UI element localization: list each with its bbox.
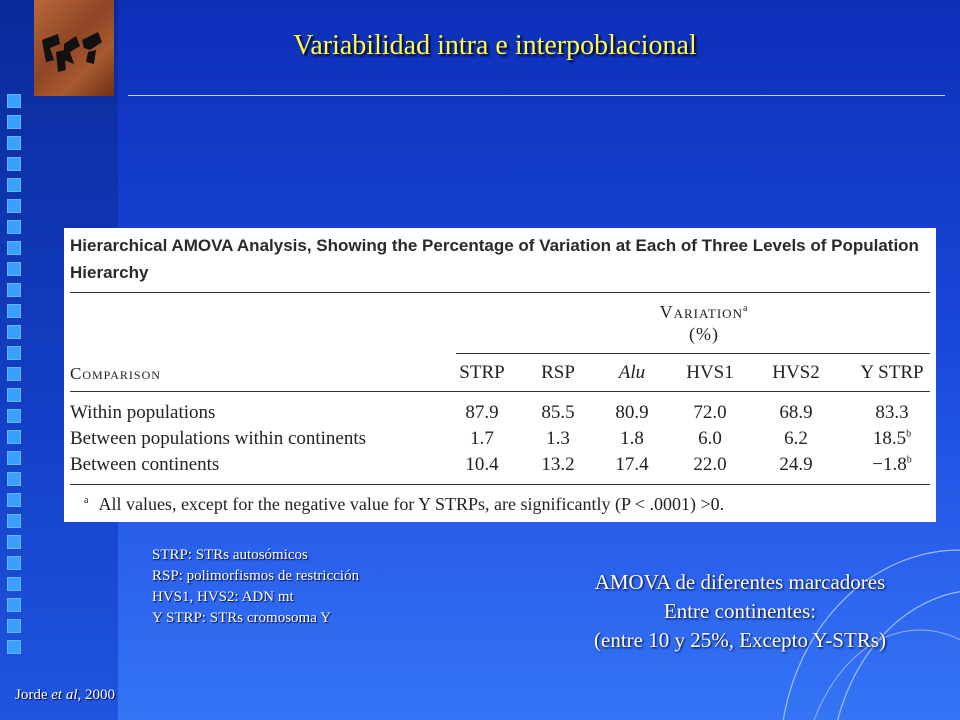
table-cell: 1.3 [546,428,570,449]
table-cell: 87.9 [465,402,499,423]
table-cell: 83.3 [875,402,909,423]
variation-label: Variation [659,302,743,322]
summary-line: AMOVA de diferentes marcadores [594,570,886,594]
table-cell: 6.0 [698,428,722,449]
decorative-squares [7,94,23,661]
table-bottom-rule [70,484,930,485]
col-header-strp: STRP [459,362,505,383]
summary-text [540,568,940,655]
table-cell: 85.5 [541,402,575,423]
header-rule [70,391,930,392]
variation-header [604,298,804,345]
table-cell: 68.9 [779,402,813,423]
slide-title: Variabilidad intra e interpoblacional [293,30,697,61]
col-header-rsp: RSP [541,362,575,383]
row-label: Within populations [70,402,216,423]
col-header-alu: Alu [618,362,646,383]
table-cell: 17.4 [615,454,649,475]
table-title: Hierarchical AMOVA Analysis, Showing the Percentage of Variation at Each of Three Levels of Population Hierarchy [70,236,919,282]
title-divider [128,95,945,96]
table-cell: 13.2 [541,454,575,475]
footnote-text: All values, except for the negative value for Y STRPs, are significantly (P < .0001) >0. [98,494,725,514]
variation-rule [456,353,930,354]
amova-table [64,228,936,522]
table-cell: 10.4 [465,454,499,475]
legend-item: RSP: polimorfismos de restricción [152,568,360,584]
table-top-rule [70,292,930,293]
comparison-header: Comparison [70,364,161,383]
table-cell: 1.7 [470,428,494,449]
table-cell: −1.8$^b$ [872,454,912,475]
summary-line: Entre continentes: [663,599,817,623]
university-logo [34,0,114,96]
citation: Jorde et al, 2000 [15,687,115,703]
col-header-hvs1: HVS1 [686,362,734,383]
table-cell: 22.0 [693,454,727,475]
col-header-ystrp: Y STRP [860,362,924,383]
table-cell: 6.2 [784,428,808,449]
variation-unit: (%) [689,324,719,344]
table-cell: 18.5$^b$ [872,428,912,449]
legend-item: Y STRP: STRs cromosoma Y [152,610,331,626]
legend-item: STRP: STRs autosómicos [152,547,308,563]
footnote-mark: a [84,495,89,506]
table-cell: 72.0 [693,402,727,423]
col-header-hvs2: HVS2 [772,362,820,383]
table-cell: 80.9 [615,402,649,423]
summary-line: (entre 10 y 25%, Excepto Y-STRs) [594,628,886,652]
row-label: Between continents [70,454,220,475]
table-cell: 24.9 [779,454,813,475]
legend-item: HVS1, HVS2: ADN mt [152,589,294,605]
variation-footnote-mark: a [742,303,749,314]
table-cell: 1.8 [620,428,644,449]
abbreviation-legend [152,545,359,629]
row-label: Between populations within continents [70,428,367,449]
table-footnote [84,494,724,515]
